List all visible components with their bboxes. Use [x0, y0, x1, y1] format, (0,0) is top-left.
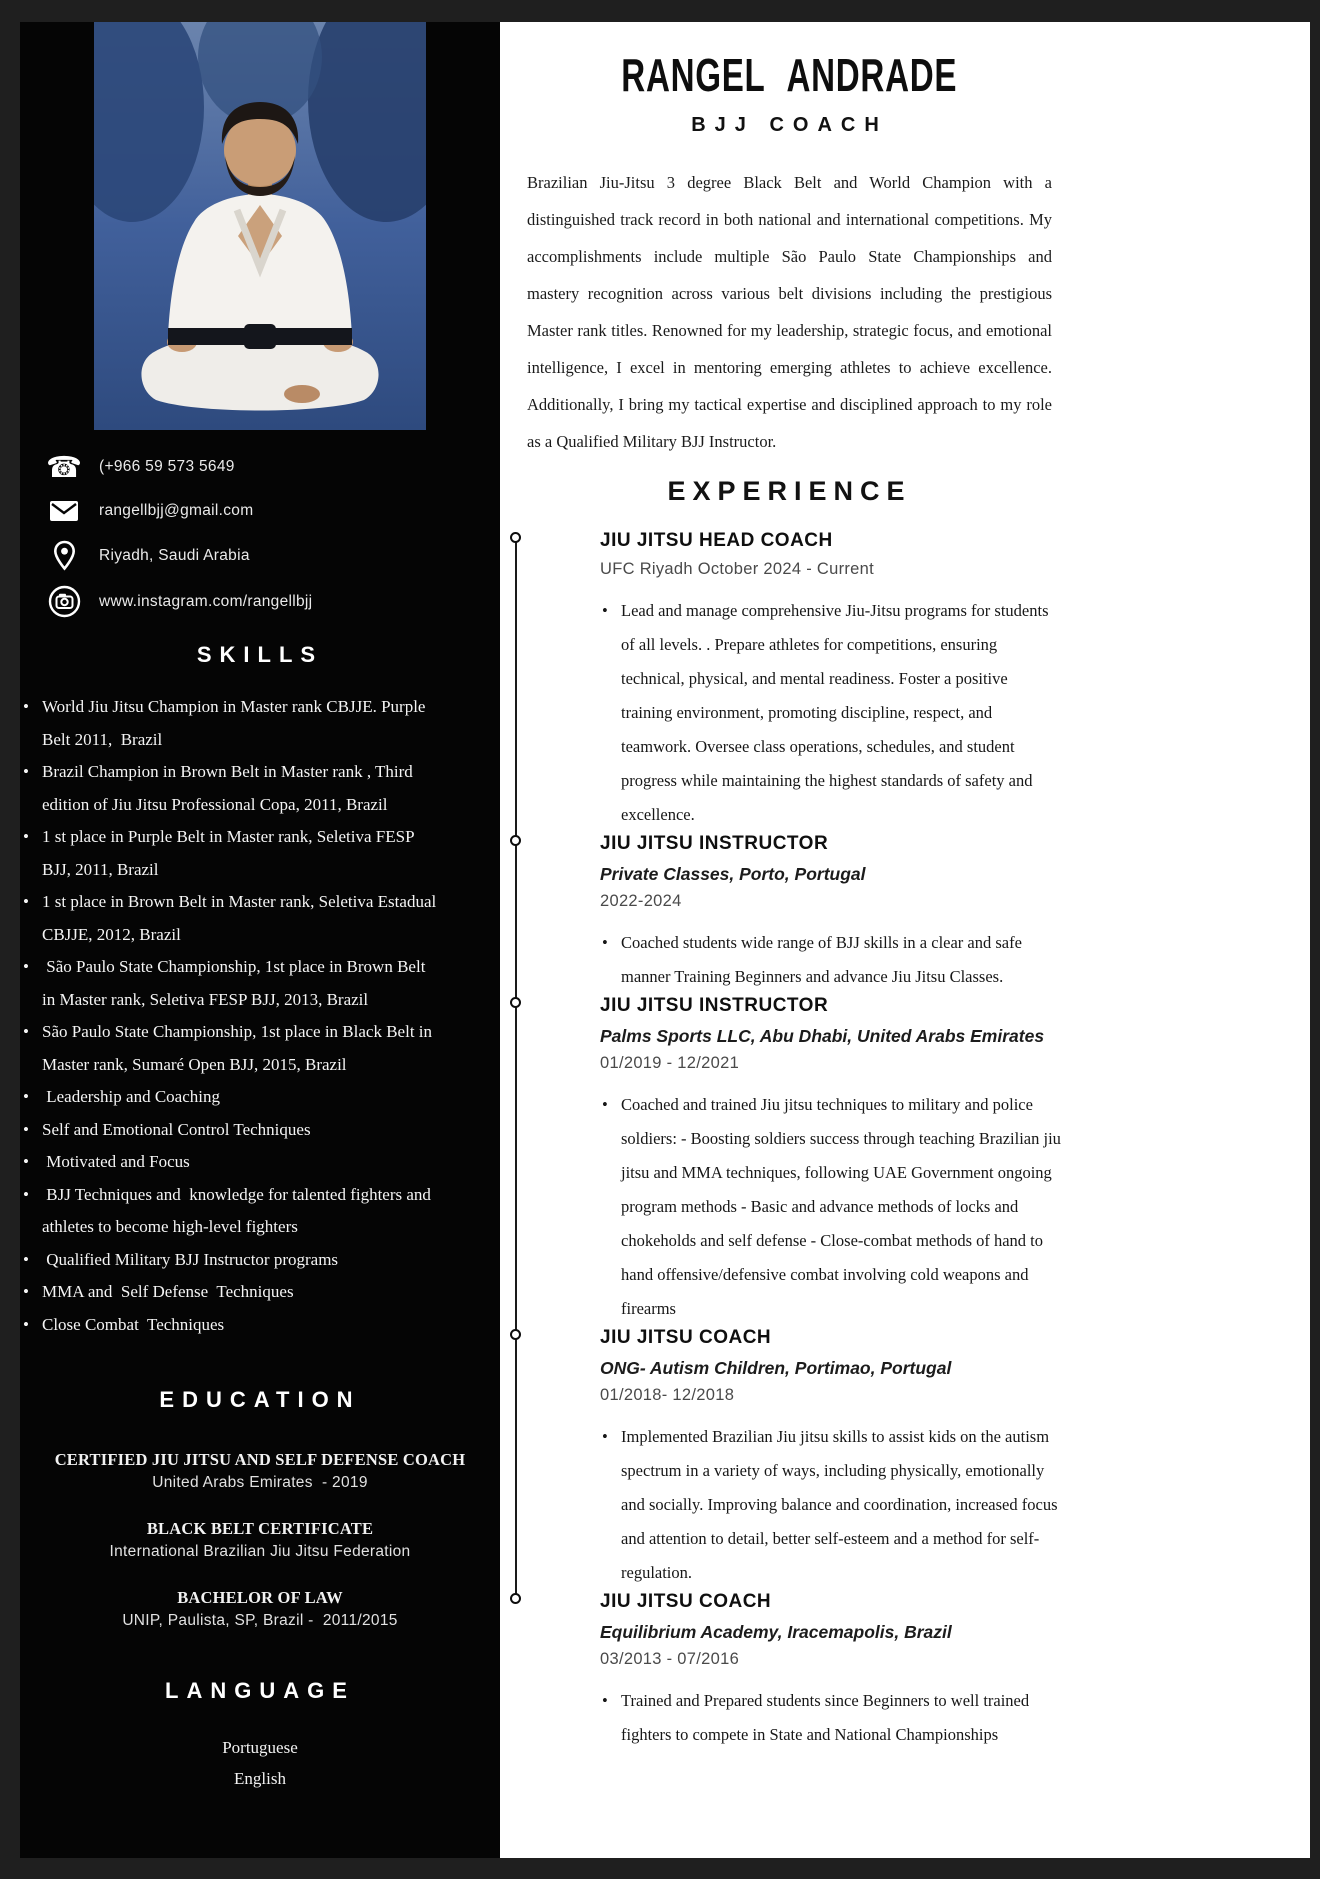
job-bullet: • Implemented Brazilian Jiu jitsu skills to assist kids on the autism spectrum in a variety of ways, including physically, emotionally and socially. Improving balance and coordination, increased focus and attention to detail, better self-esteem and a method for self-regulation.	[600, 1420, 1062, 1590]
job-bullet: • Coached students wide range of BJJ skills in a clear and safe manner Training Beginners and advance Jiu Jitsu Classes.	[600, 926, 1062, 994]
phone-number: (+966 59 573 5649	[99, 458, 235, 475]
contact-phone	[45, 449, 500, 484]
timeline-line	[515, 538, 517, 1599]
skill-item: • Close Combat Techniques	[20, 1309, 437, 1342]
skill-item: • World Jiu Jitsu Champion in Master rank CBJJE. Purple Belt 2011, Brazil	[20, 691, 437, 756]
timeline-dot	[510, 997, 521, 1008]
skill-item: • Motivated and Focus	[20, 1146, 437, 1179]
email-icon	[46, 500, 82, 522]
timeline-dot	[510, 532, 521, 543]
education-item	[20, 1519, 500, 1561]
timeline-dot	[510, 1329, 521, 1340]
job-bullet-list	[600, 1420, 1062, 1590]
candidate-name: RANGEL ANDRADE	[621, 49, 958, 101]
location-pin-icon	[46, 540, 82, 571]
skill-item: • 1 st place in Brown Belt in Master rank, Seletiva Estadual CBJJE, 2012, Brazil	[20, 886, 437, 951]
education-heading: EDUCATION	[159, 1387, 361, 1412]
timeline-dot	[510, 1593, 521, 1604]
job-title: JIU JITSU HEAD COACH	[600, 530, 833, 551]
skill-item: • Self and Emotional Control Techniques	[20, 1114, 437, 1147]
sidebar	[20, 22, 500, 1858]
job-date: 2022-2024	[600, 892, 682, 910]
instagram-camera-icon	[46, 585, 82, 618]
experience-timeline	[527, 529, 1066, 1752]
experience-list	[527, 529, 1066, 1752]
job-title: JIU JITSU COACH	[600, 1591, 772, 1612]
education-list	[20, 1450, 500, 1630]
phone-icon: ☎	[45, 449, 83, 484]
main-column	[500, 22, 1310, 1858]
language-item: Portuguese	[222, 1738, 298, 1757]
skill-item: • São Paulo State Championship, 1st place in Black Belt in Master rank, Sumaré Open BJJ, 2015, Brazil	[20, 1016, 437, 1081]
education-degree: CERTIFIED JIU JITSU AND SELF DEFENSE COACH	[54, 1450, 466, 1469]
education-detail: United Arabs Emirates - 2019	[152, 1474, 368, 1491]
skill-item: • Brazil Champion in Brown Belt in Master rank , Third edition of Jiu Jitsu Professional Copa, 2011, Brazil	[20, 756, 437, 821]
experience-entry	[600, 1590, 1052, 1752]
job-bullet-list	[600, 1684, 1052, 1752]
job-date: 01/2018- 12/2018	[600, 1386, 735, 1404]
job-company: Palms Sports LLC, Abu Dhabi, United Arabs Emirates	[600, 1026, 1045, 1046]
job-bullet: • Lead and manage comprehensive Jiu-Jitsu programs for students of all levels. . Prepare athletes for competitions, ensuring technical, physical, and mental readiness. Foster a positive training environment, promoting discipline, respect, and teamwork. Oversee class operations, schedules, and student progress while maintaining the highest standards of safety and excellence.	[600, 594, 1062, 832]
contact-email	[46, 496, 500, 526]
skill-item: • 1 st place in Purple Belt in Master rank, Seletiva FESP BJJ, 2011, Brazil	[20, 821, 437, 886]
education-detail: UNIP, Paulista, SP, Brazil - 2011/2015	[122, 1612, 398, 1629]
language-item: English	[234, 1769, 286, 1788]
language-heading: LANGUAGE	[165, 1678, 355, 1703]
job-date: 03/2013 - 07/2016	[600, 1650, 740, 1668]
job-bullet: • Coached and trained Jiu jitsu techniques to military and police soldiers: - Boosting soldiers success through teaching Brazilian jiu jitsu and MMA techniques, following UAE Government ongoing program methods - Basic and advance methods of locks and chokeholds and self defense - Close-combat methods of hand to hand offensive/defensive combat involving cold weapons and firearms	[600, 1088, 1062, 1326]
skill-item: • São Paulo State Championship, 1st place in Brown Belt in Master rank, Seletiva FESP BJJ, 2013, Brazil	[20, 951, 437, 1016]
job-title: JIU JITSU COACH	[600, 1327, 772, 1348]
location-text: Riyadh, Saudi Arabia	[99, 546, 250, 564]
education-item	[20, 1450, 500, 1492]
job-title: JIU JITSU INSTRUCTOR	[600, 995, 829, 1016]
language-list	[20, 1732, 500, 1794]
skill-item: • Leadership and Coaching	[20, 1081, 437, 1114]
experience-entry	[600, 1326, 1062, 1590]
skill-item: • Qualified Military BJJ Instructor programs	[20, 1244, 437, 1277]
skill-item: • MMA and Self Defense Techniques	[20, 1276, 437, 1309]
job-company: ONG- Autism Children, Portimao, Portugal	[600, 1358, 952, 1378]
candidate-role: BJJ COACH	[691, 114, 888, 136]
education-detail: International Brazilian Jiu Jitsu Federation	[109, 1543, 411, 1560]
experience-heading: EXPERIENCE	[667, 476, 912, 506]
experience-entry	[600, 994, 1066, 1326]
job-bullet-list	[600, 1088, 1066, 1326]
job-bullet-list	[600, 594, 1052, 832]
contact-location	[46, 540, 500, 571]
job-bullet: • Trained and Prepared students since Beginners to well trained fighters to compete in State and National Championships	[600, 1684, 1062, 1752]
resume-page	[20, 22, 1310, 1858]
contact-list	[45, 449, 500, 618]
instagram-url: www.instagram.com/rangellbjj	[99, 592, 313, 610]
skills-heading: SKILLS	[196, 642, 324, 667]
skills-list	[20, 691, 500, 1341]
email-address: rangellbjj@gmail.com	[99, 502, 254, 519]
job-date: UFC Riyadh October 2024 - Current	[600, 560, 875, 578]
education-item	[20, 1588, 500, 1630]
job-title: JIU JITSU INSTRUCTOR	[600, 833, 829, 854]
education-degree: BLACK BELT CERTIFICATE	[146, 1519, 374, 1538]
job-date: 01/2019 - 12/2021	[600, 1054, 740, 1072]
experience-entry	[600, 832, 1052, 994]
timeline-dot	[510, 835, 521, 846]
profile-summary: Brazilian Jiu-Jitsu 3 degree Black Belt and World Champion with a distinguished track record in both national and international competitions. My accomplishments include multiple São Paulo State Championships and mastery recognition across various belt divisions including the prestigious Master rank titles. Renowned for my leadership, strategic focus, and emotional intelligence, I excel in mentoring emerging athletes to achieve excellence. Additionally, I bring my tactical expertise and disciplined approach to my role as a Qualified Military BJJ Instructor.	[527, 173, 1052, 451]
contact-instagram	[46, 585, 500, 618]
education-degree: BACHELOR OF LAW	[177, 1588, 343, 1607]
profile-photo	[94, 22, 426, 430]
skill-item: • BJJ Techniques and knowledge for talented fighters and athletes to become high-level fighters	[20, 1179, 437, 1244]
experience-entry	[600, 529, 1052, 832]
job-bullet-list	[600, 926, 1052, 994]
job-company: Private Classes, Porto, Portugal	[600, 864, 866, 884]
job-company: Equilibrium Academy, Iracemapolis, Brazil	[600, 1622, 952, 1642]
